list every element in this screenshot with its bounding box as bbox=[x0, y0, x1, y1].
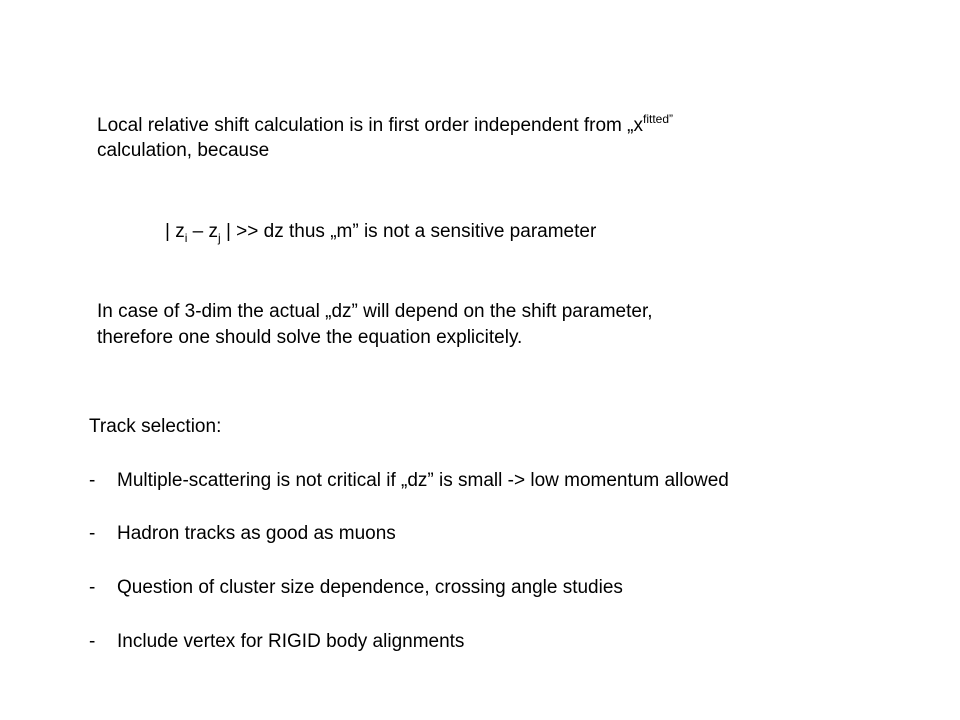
fitted-superscript: fitted” bbox=[642, 112, 673, 126]
list-item-text: Hadron tracks as good as muons bbox=[117, 523, 396, 544]
list-item-text: Include vertex for RIGID body alignments bbox=[117, 631, 465, 652]
formula-part-1: | z bbox=[165, 221, 185, 242]
formula-part-3: | >> dz thus „m” is not a sensitive parameter bbox=[220, 221, 597, 242]
subscript-i: i bbox=[184, 231, 188, 245]
list-item bbox=[89, 469, 729, 493]
three-dim-line-1: In case of 3-dim the actual „dz” will depend on the shift parameter, bbox=[97, 301, 653, 322]
track-selection-heading: Track selection: bbox=[89, 416, 222, 437]
formula-part-2: – z bbox=[187, 221, 219, 242]
bullet-dash: - bbox=[89, 523, 96, 544]
list-item bbox=[89, 630, 464, 654]
bullet-dash: - bbox=[89, 470, 96, 491]
intro-line-2: calculation, because bbox=[97, 140, 270, 161]
list-item-text: Multiple-scattering is not critical if „dz” is small -> low momentum allowed bbox=[117, 470, 729, 491]
subscript-j: j bbox=[218, 231, 221, 245]
list-item bbox=[89, 576, 623, 600]
list-item bbox=[89, 522, 396, 546]
three-dim-line-2: therefore one should solve the equation explicitely. bbox=[97, 327, 523, 348]
bullet-dash: - bbox=[89, 631, 96, 652]
list-item-text: Question of cluster size dependence, crossing angle studies bbox=[117, 577, 623, 598]
intro-line-1-text: Local relative shift calculation is in first order independent from „x bbox=[97, 115, 643, 136]
bullet-dash: - bbox=[89, 577, 96, 598]
formula-line bbox=[165, 220, 596, 245]
intro-line-1 bbox=[97, 114, 673, 139]
